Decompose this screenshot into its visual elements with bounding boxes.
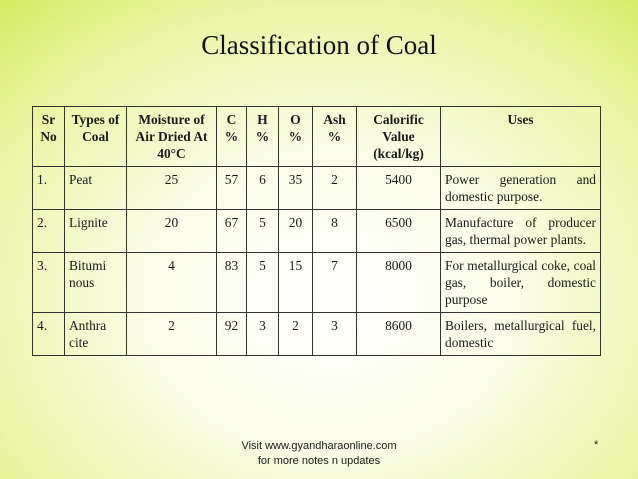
header-sr-no: Sr No <box>33 107 65 167</box>
cell-calorific-value: 8000 <box>357 253 441 313</box>
header-carbon: C % <box>217 107 247 167</box>
cell-moisture: 4 <box>127 253 217 313</box>
cell-oxygen: 20 <box>279 210 313 253</box>
cell-moisture: 25 <box>127 167 217 210</box>
table-header-row <box>33 107 601 167</box>
cell-uses: Power generation and domestic purpose. <box>441 167 601 210</box>
table-row <box>33 210 601 253</box>
cell-coal-type: Lignite <box>65 210 127 253</box>
cell-carbon: 57 <box>217 167 247 210</box>
cell-ash: 7 <box>313 253 357 313</box>
cell-hydrogen: 3 <box>247 313 279 356</box>
table-row <box>33 253 601 313</box>
cell-moisture: 2 <box>127 313 217 356</box>
cell-uses: Manufacture of producer gas, thermal power plants. <box>441 210 601 253</box>
cell-uses: Boilers, metallurgical fuel, domestic <box>441 313 601 356</box>
header-ash: Ash % <box>313 107 357 167</box>
cell-carbon: 83 <box>217 253 247 313</box>
header-oxygen: O % <box>279 107 313 167</box>
cell-hydrogen: 5 <box>247 210 279 253</box>
cell-ash: 8 <box>313 210 357 253</box>
cell-coal-type: Anthra cite <box>65 313 127 356</box>
table-row <box>33 167 601 210</box>
cell-calorific-value: 8600 <box>357 313 441 356</box>
cell-coal-type: Peat <box>65 167 127 210</box>
cell-moisture: 20 <box>127 210 217 253</box>
cell-ash: 3 <box>313 313 357 356</box>
table-row <box>33 313 601 356</box>
cell-sr-no: 4. <box>33 313 65 356</box>
slide-number-marker: * <box>594 439 599 451</box>
cell-coal-type: Bitumi nous <box>65 253 127 313</box>
cell-oxygen: 2 <box>279 313 313 356</box>
footer-website-link[interactable]: Visit www.gyandharaonline.com <box>241 440 397 452</box>
header-hydrogen: H % <box>247 107 279 167</box>
header-calorific-value: Calorific Value (kcal/kg) <box>357 107 441 167</box>
cell-carbon: 67 <box>217 210 247 253</box>
footer-note <box>0 439 638 469</box>
cell-sr-no: 3. <box>33 253 65 313</box>
header-uses: Uses <box>441 107 601 167</box>
cell-hydrogen: 6 <box>247 167 279 210</box>
slide-title: Classification of Coal <box>201 30 437 60</box>
header-moisture: Moisture of Air Dried At 40°C <box>127 107 217 167</box>
header-types-of-coal: Types of Coal <box>65 107 127 167</box>
coal-classification-table <box>32 106 601 356</box>
cell-oxygen: 35 <box>279 167 313 210</box>
cell-uses: For metallurgical coke, coal gas, boiler, domestic purpose <box>441 253 601 313</box>
cell-calorific-value: 5400 <box>357 167 441 210</box>
cell-oxygen: 15 <box>279 253 313 313</box>
cell-ash: 2 <box>313 167 357 210</box>
footer-note-text: for more notes n updates <box>257 455 381 467</box>
cell-hydrogen: 5 <box>247 253 279 313</box>
cell-sr-no: 2. <box>33 210 65 253</box>
cell-carbon: 92 <box>217 313 247 356</box>
cell-calorific-value: 6500 <box>357 210 441 253</box>
cell-sr-no: 1. <box>33 167 65 210</box>
